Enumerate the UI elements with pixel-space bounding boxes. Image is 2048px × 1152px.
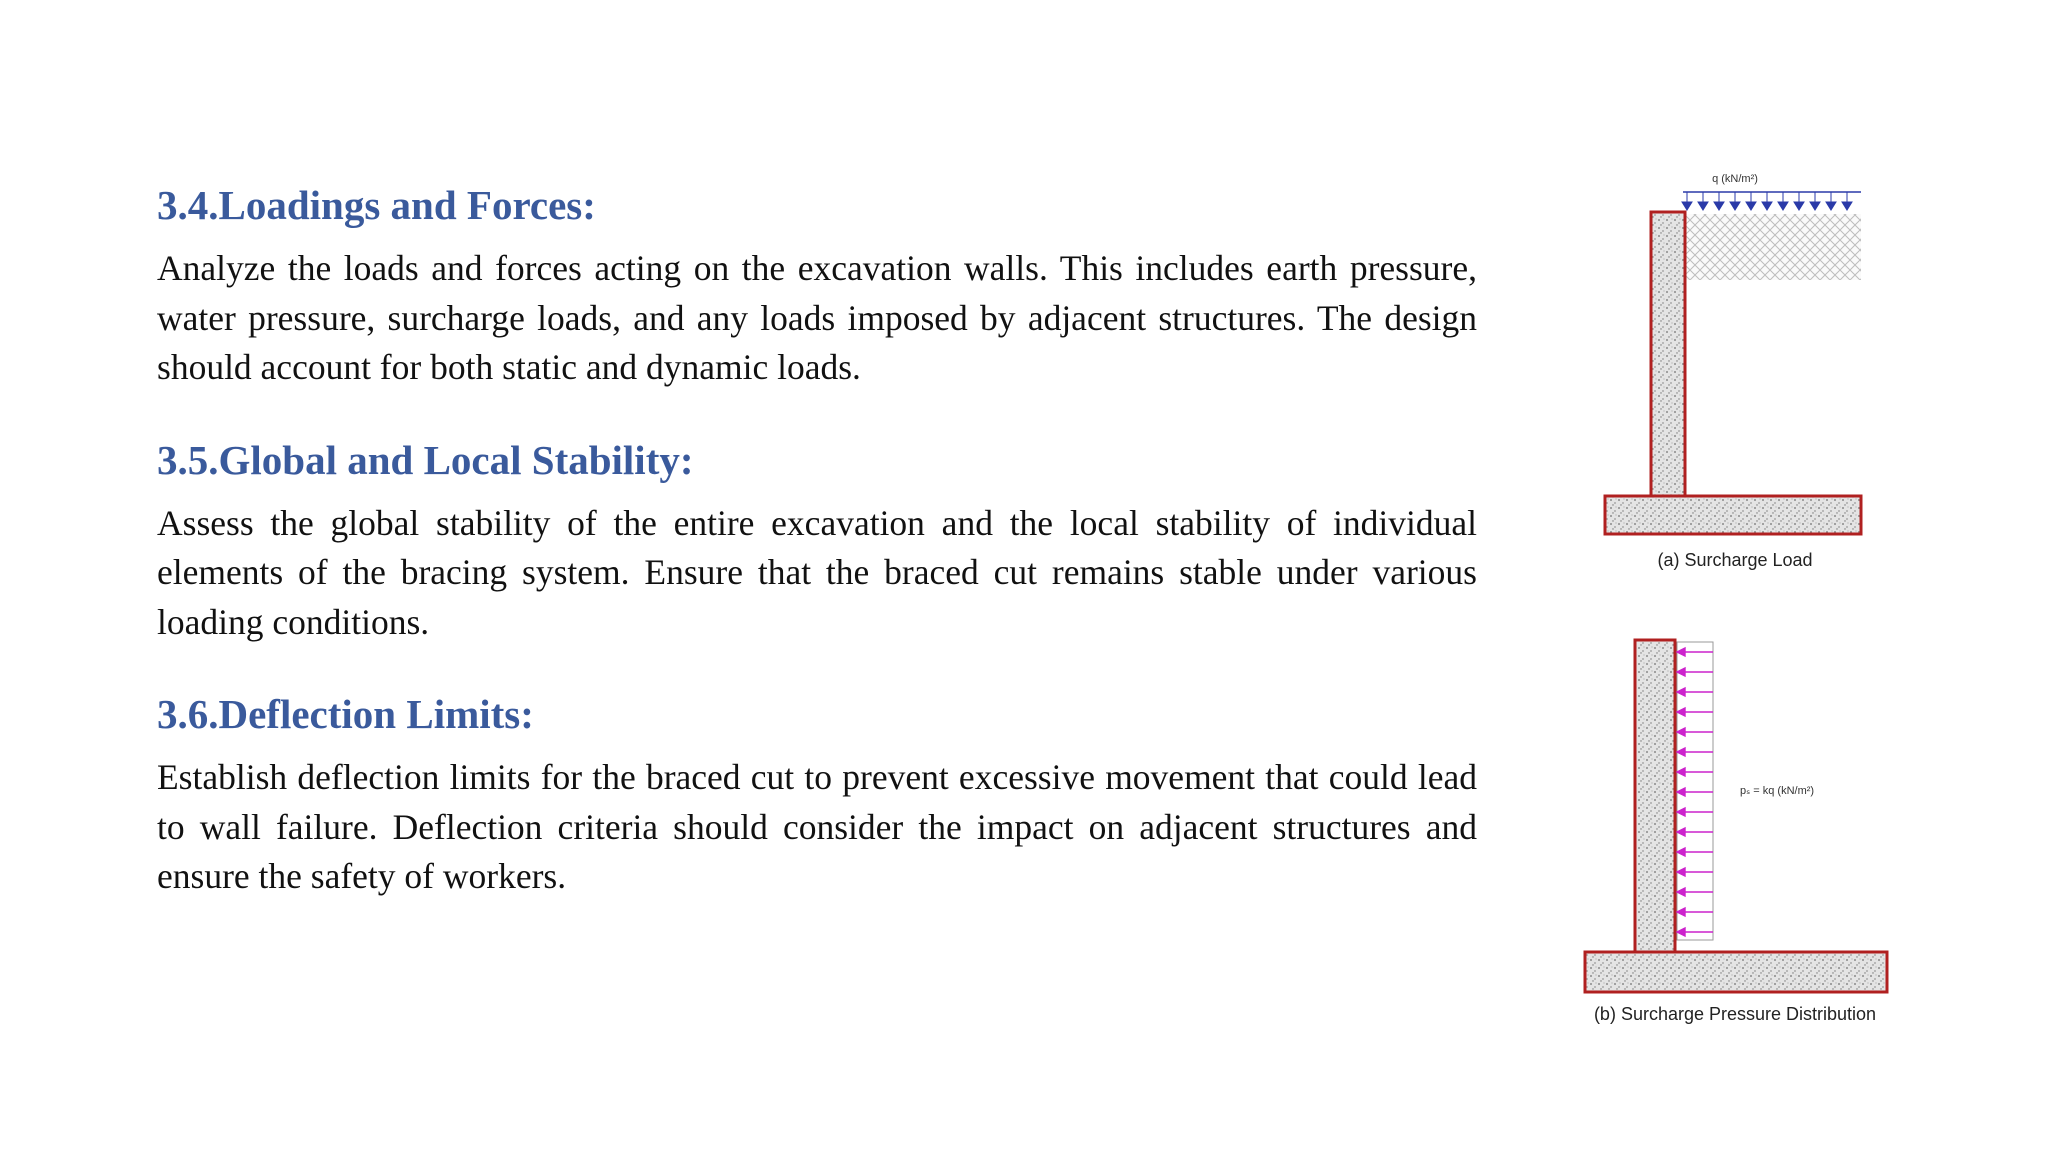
figure-caption: (b) Surcharge Pressure Distribution [1593,1004,1877,1024]
load-arrows [1682,192,1852,210]
wall-base [1585,952,1887,992]
section-paragraph: Analyze the loads and forces acting on the excavation walls. This includes earth pressure, water pressure, surcharge loads, and any loads imposed by adjacent structures. The design should account for both static and dynamic loads. [157,248,1477,387]
backfill-soil [1685,214,1861,280]
figure-surcharge-pressure [1565,630,1905,1030]
pressure-label: pₛ = kq (kN/m²) [1740,785,1815,797]
section-heading: 3.5.Global and Local Stability: [157,436,694,483]
section-heading: 3.4.Loadings and Forces: [157,182,596,228]
section-global-local-stability [157,435,1477,648]
section-heading: 3.6.Deflection Limits: [157,691,534,737]
load-label: q (kN/m²) [1712,173,1758,185]
wall-stem [1635,640,1675,952]
section-paragraph: Assess the global stability of the entire excavation and the local stability of individual elements of the bracing system. Ensure that the braced cut remains stable under various loading conditions. [157,502,1477,642]
section-deflection-limits [157,689,1477,902]
wall-base [1605,496,1861,534]
wall-stem [1651,212,1685,496]
surcharge-pressure-diagram [1565,630,1905,1030]
surcharge-load-diagram [1585,170,1885,580]
document-body [157,180,1477,944]
section-loadings-and-forces [157,180,1477,393]
section-paragraph: Establish deflection limits for the braced cut to prevent excessive movement that could lead to wall failure. Deflection criteria should consider the impact on adjacent structures and ensure the safety of workers. [157,757,1477,896]
figure-caption: (a) Surcharge Load [1657,550,1813,570]
figure-surcharge-load [1585,170,1885,580]
